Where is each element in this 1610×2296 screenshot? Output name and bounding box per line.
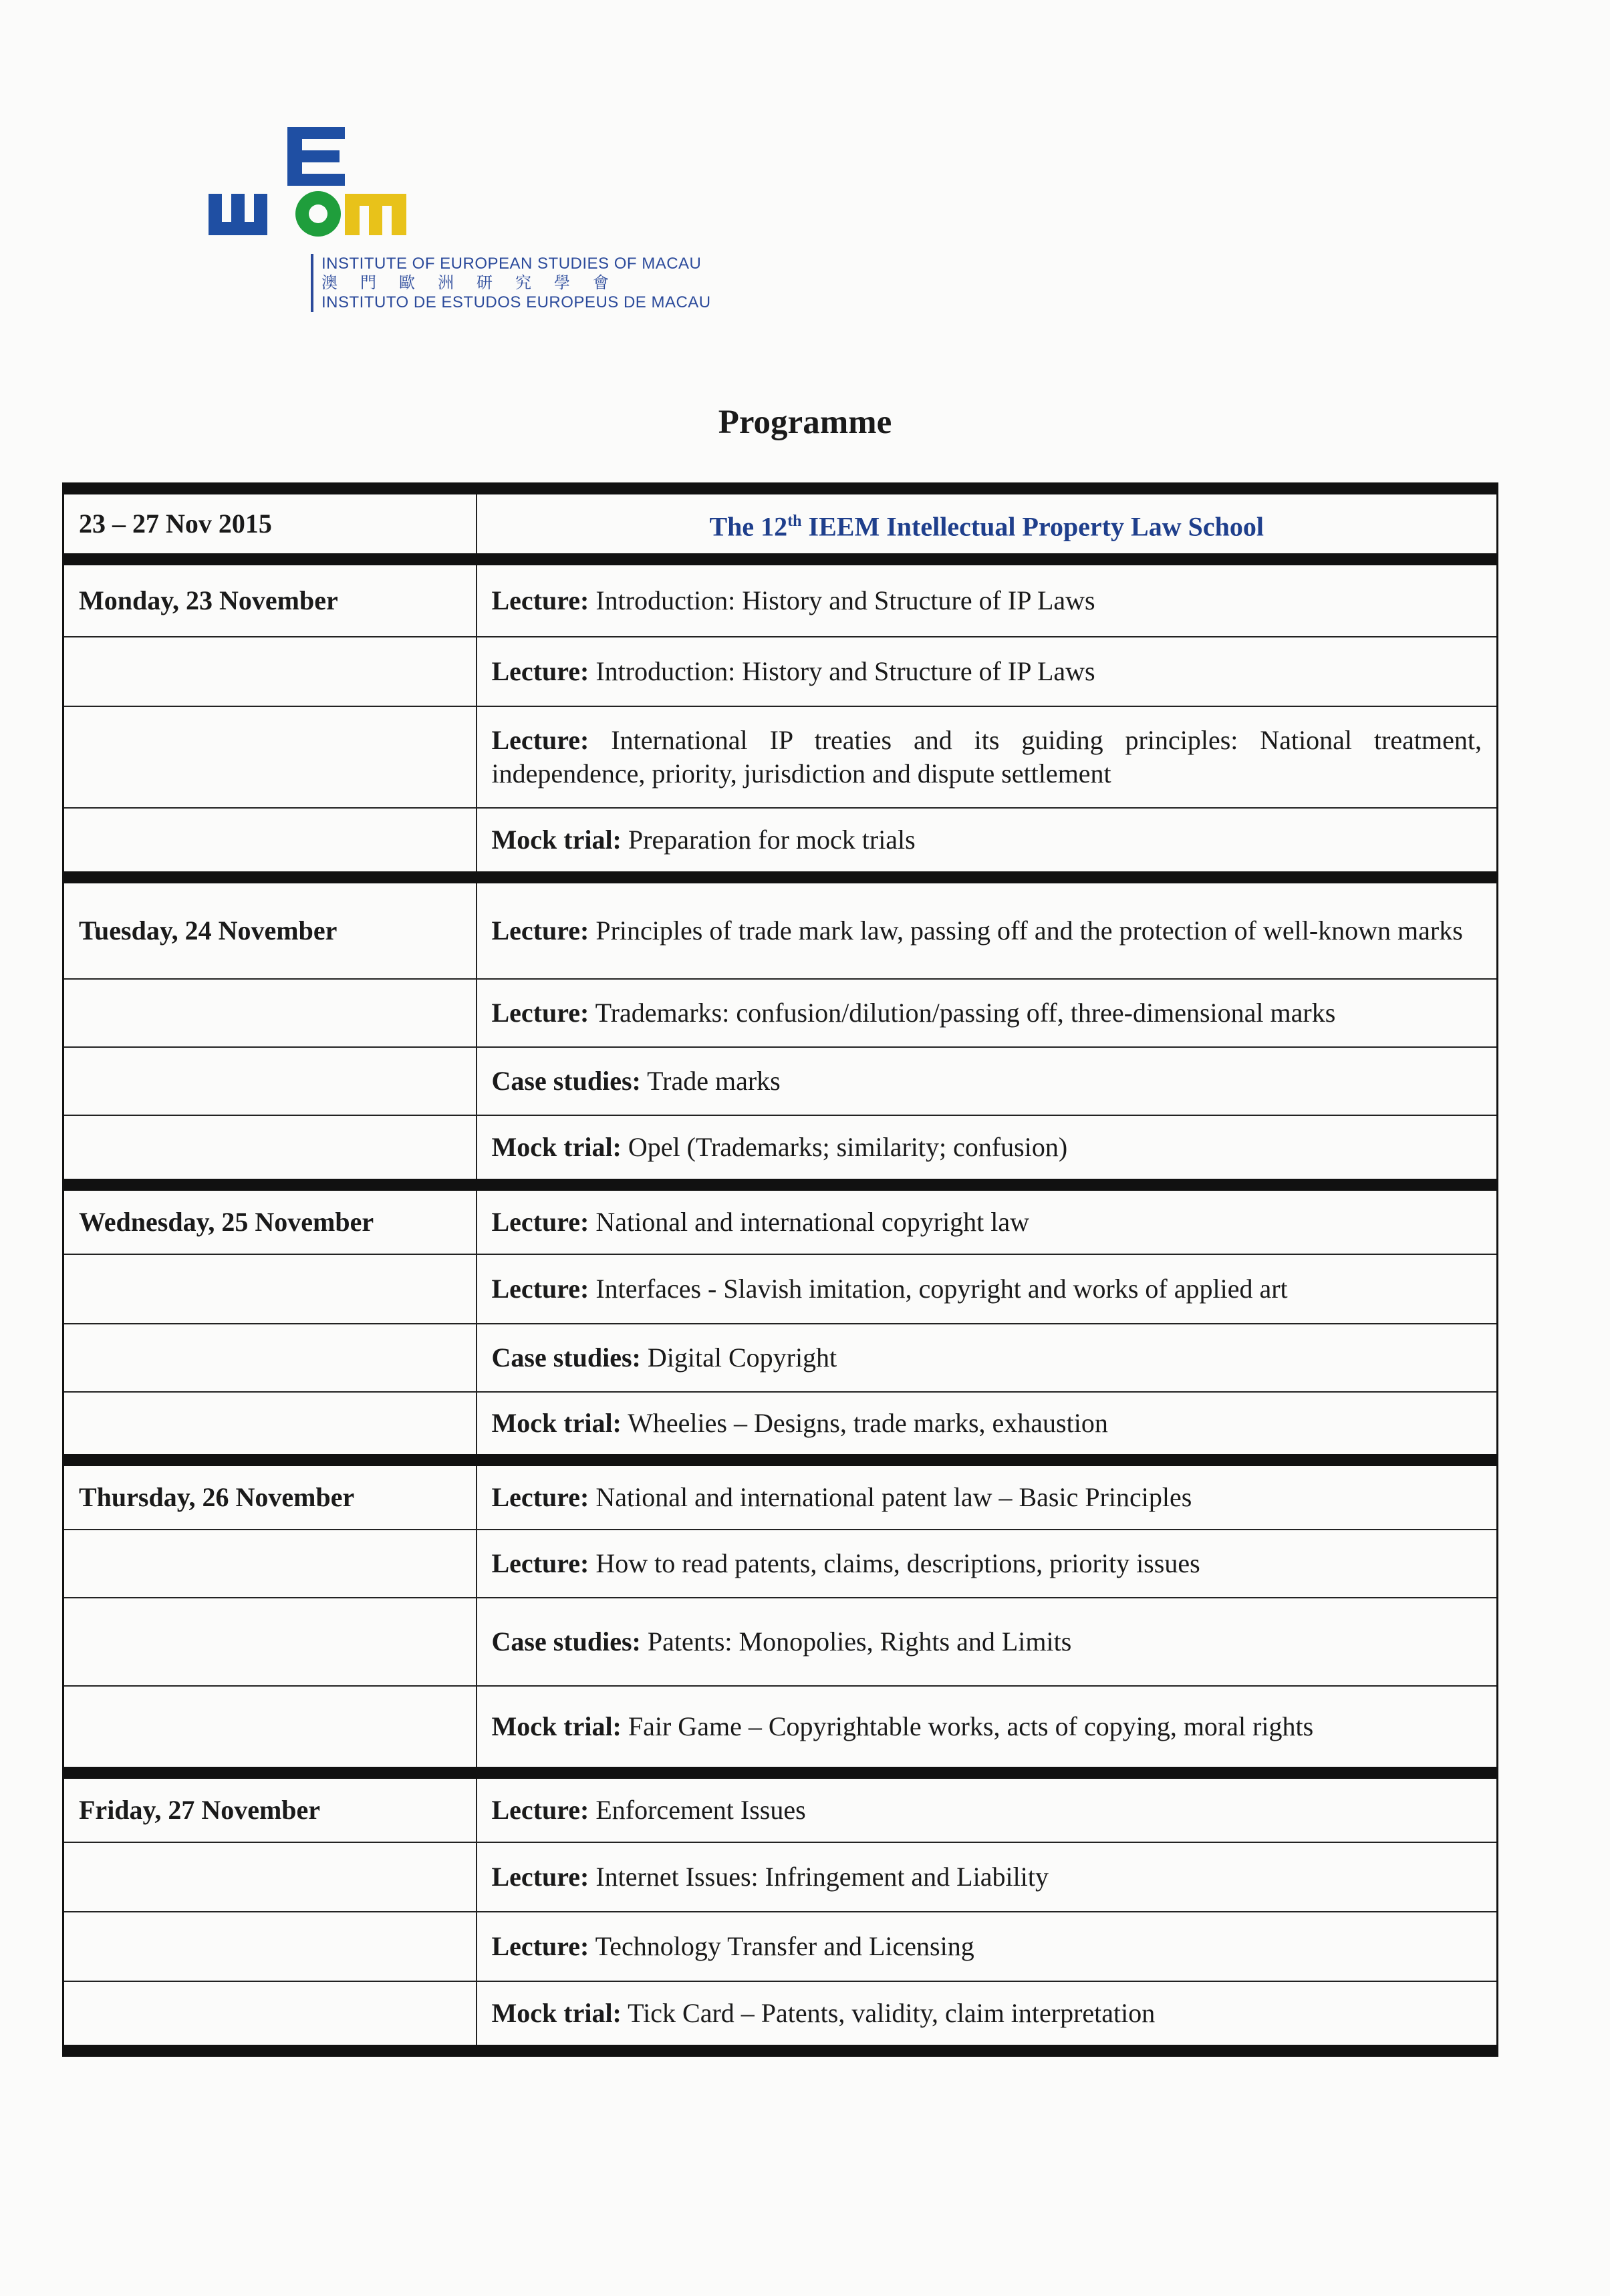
session-type: Mock trial: [491,1711,622,1741]
day-cell-empty [63,1686,477,1773]
schedule-row [63,1460,1498,1530]
session-cell [477,979,1498,1047]
schedule-row [63,1392,1498,1460]
day-cell-empty [63,1392,477,1460]
schedule-row [63,1047,1498,1115]
day-cell-empty [63,979,477,1047]
schedule-row [63,1115,1498,1185]
schedule-row [63,1912,1498,1981]
day-cell-empty [63,1115,477,1185]
day-label: Monday, 23 November [63,559,477,637]
session-topic: How to read patents, claims, descriptions, priority issues [595,1548,1200,1578]
session-type: Lecture: [491,656,589,686]
day-label: Friday, 27 November [63,1773,477,1842]
session-type: Case studies: [491,1342,641,1373]
session-type: Case studies: [491,1626,641,1657]
session-topic: Introduction: History and Structure of IP Laws [595,585,1095,615]
session-type: Lecture: [491,1548,589,1578]
session-type: Lecture: [491,1795,589,1825]
schedule-row [63,1598,1498,1686]
schedule-row [63,1324,1498,1392]
logo-text [311,254,711,312]
day-cell-empty [63,1912,477,1981]
session-cell [477,637,1498,706]
session-type: Case studies: [491,1066,641,1096]
day-label: Wednesday, 25 November [63,1185,477,1254]
session-cell [477,1324,1498,1392]
session-topic: Tick Card – Patents, validity, claim interpretation [628,1998,1156,2028]
logo-line-pt: INSTITUTO DE ESTUDOS EUROPEUS DE MACAU [321,293,711,311]
session-topic: Digital Copyright [647,1342,837,1373]
day-cell-empty [63,808,477,877]
session-type: Lecture: [491,915,589,946]
day-cell-empty [63,1047,477,1115]
schedule-row [63,1842,1498,1912]
session-cell [477,808,1498,877]
schedule-row [63,1254,1498,1324]
session-cell [477,1686,1498,1773]
programme-table [62,482,1498,2057]
session-topic: Interfaces - Slavish imitation, copyright and works of applied art [595,1274,1288,1304]
day-cell-empty [63,1842,477,1912]
table-header-row [63,488,1498,559]
session-topic: Fair Game – Copyrightable works, acts of copying, moral rights [628,1711,1314,1741]
session-topic: Opel (Trademarks; similarity; confusion) [628,1132,1068,1162]
day-cell-empty [63,637,477,706]
session-type: Mock trial: [491,1132,622,1162]
session-cell [477,706,1498,808]
event-title-suffix: IEEM Intellectual Property Law School [801,511,1264,542]
day-cell-empty [63,1254,477,1324]
schedule-row [63,1185,1498,1254]
session-type: Mock trial: [491,825,622,855]
session-type: Lecture: [491,998,589,1028]
session-topic: Patents: Monopolies, Rights and Limits [647,1626,1072,1657]
schedule-row [63,637,1498,706]
session-cell [477,1254,1498,1324]
session-cell [477,1392,1498,1460]
day-cell-empty [63,1981,477,2051]
session-type: Lecture: [491,1274,589,1304]
day-cell-empty [63,1324,477,1392]
schedule-row [63,559,1498,637]
session-topic: Introduction: History and Structure of IP Laws [595,656,1095,686]
day-label: Thursday, 26 November [63,1460,477,1530]
session-topic: Technology Transfer and Licensing [595,1931,974,1961]
session-cell [477,1115,1498,1185]
session-topic: Trade marks [647,1066,781,1096]
session-type: Lecture: [491,1482,589,1512]
session-cell [477,1047,1498,1115]
day-cell-empty [63,706,477,808]
session-type: Mock trial: [491,1998,622,2028]
schedule-row [63,1981,1498,2051]
schedule-row [63,979,1498,1047]
day-cell-empty [63,1598,477,1686]
schedule-row [63,808,1498,877]
session-topic: Internet Issues: Infringement and Liability [595,1862,1049,1892]
session-cell [477,559,1498,637]
session-topic: Trademarks: confusion/dilution/passing off, three-dimensional marks [595,998,1336,1028]
event-title-prefix: The 12 [709,511,788,542]
session-cell [477,1598,1498,1686]
session-cell [477,1842,1498,1912]
logo-line-cn: 澳門歐洲研究學會 [321,274,632,292]
session-type: Mock trial: [491,1408,622,1438]
session-type: Lecture: [491,585,589,615]
ieem-logo-mark [207,127,421,247]
schedule-row [63,1686,1498,1773]
session-topic: National and international copyright law [595,1207,1030,1237]
session-topic: Wheelies – Designs, trade marks, exhaustion [628,1408,1108,1438]
session-cell [477,1981,1498,2051]
session-cell [477,1185,1498,1254]
session-topic: Principles of trade mark law, passing off and the protection of well-known marks [595,915,1463,946]
page-title: Programme [718,404,892,441]
programme-dates: 23 – 27 Nov 2015 [63,488,477,559]
session-cell [477,1912,1498,1981]
session-type: Lecture: [491,725,589,755]
ieem-logo [207,127,742,327]
schedule-row [63,706,1498,808]
session-topic: International IP treaties and its guiding principles: National treatment, independence, priority, jurisdiction and dispute settlement [491,725,1482,788]
event-title [477,488,1498,559]
day-cell-empty [63,1530,477,1598]
schedule-row [63,1773,1498,1842]
session-cell [477,1530,1498,1598]
schedule-row [63,1530,1498,1598]
event-title-sup: th [787,512,802,530]
session-cell [477,1773,1498,1842]
schedule-row [63,877,1498,979]
day-label: Tuesday, 24 November [63,877,477,979]
logo-line-en: INSTITUTE OF EUROPEAN STUDIES OF MACAU [321,255,702,273]
session-type: Lecture: [491,1207,589,1237]
session-topic: Preparation for mock trials [628,825,916,855]
session-topic: National and international patent law – Basic Principles [595,1482,1192,1512]
session-cell [477,877,1498,979]
session-type: Lecture: [491,1862,589,1892]
session-type: Lecture: [491,1931,589,1961]
session-cell [477,1460,1498,1530]
session-topic: Enforcement Issues [595,1795,806,1825]
